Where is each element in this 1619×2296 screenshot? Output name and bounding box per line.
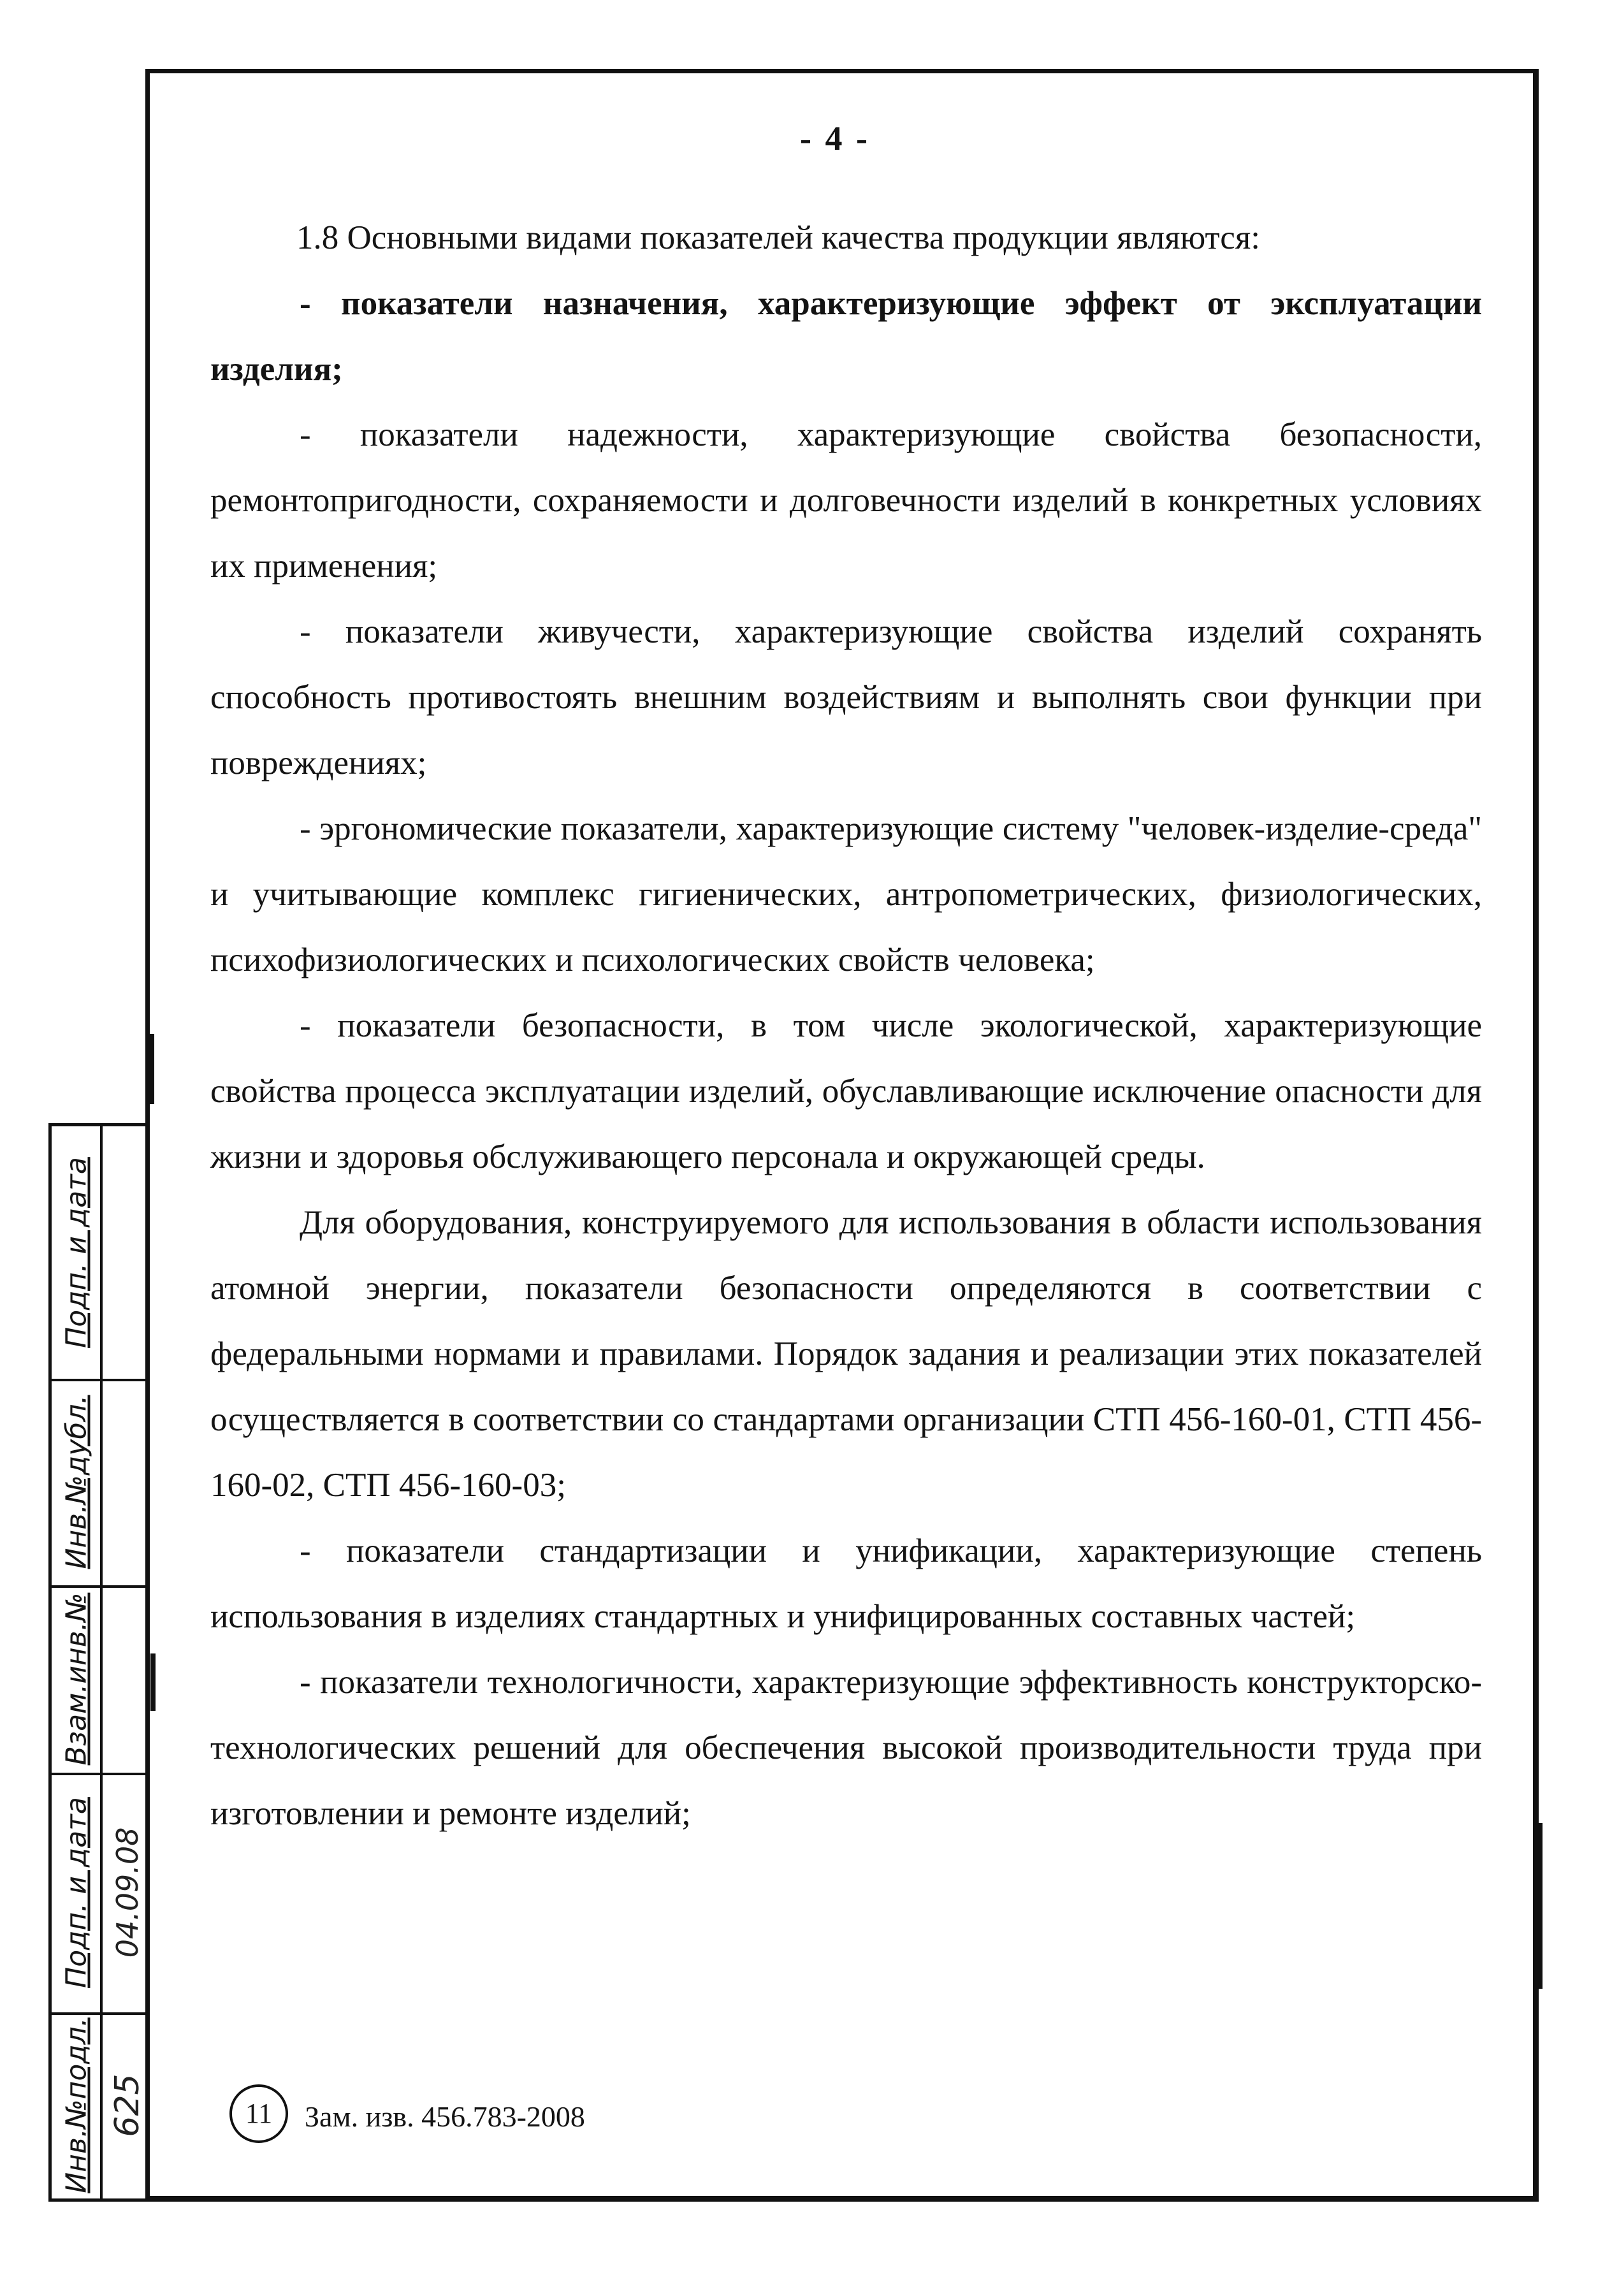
scan-edge-mark <box>148 1034 154 1104</box>
page-number: - 4 - <box>800 119 870 157</box>
paragraph-3: - показатели надежности, характеризующие свойства безопасности, ремонтопригодности, сохраняемости и долговечности изделий в конкретных условиях их применения; <box>210 416 1482 585</box>
stamp-label-inv-podl: Инв.№подл. <box>60 2017 93 2193</box>
stamp-label-vzam-inv: Взам.инв.№ <box>60 1592 93 1766</box>
stamp-cell-inv-dubl <box>52 1379 101 1585</box>
stamp-label-podp-data-bottom: Подп. и дата <box>60 1797 93 1988</box>
change-number-circle: 11 <box>229 2084 288 2143</box>
title-block-stamp <box>48 1123 149 2202</box>
stamp-label-inv-dubl: Инв.№дубл. <box>60 1395 93 1569</box>
scan-edge-mark <box>1537 1823 1543 1989</box>
stamp-cell-inv-value <box>103 2012 152 2198</box>
stamp-cell-vzam-inv <box>52 1585 101 1773</box>
document-body <box>210 205 1482 1847</box>
stamp-cell-inv-podl <box>52 2012 101 2198</box>
paragraph-5: - эргономические показатели, характеризующие систему "человек-изделие-среда" и учитывающие комплекс гигиенических, антропометрических, физиологических, психофизиологических и психологических свойств человека; <box>210 810 1482 978</box>
change-notice-text: Зам. изв. 456.783-2008 <box>305 2100 585 2133</box>
paragraph-7: Для оборудования, конструируемого для использования в области использования атомной энергии, показатели безопасности определяются в соответствии с федеральными нормами и правилами. Порядок задания и реализации этих показателей осуществляется в соответствии со стандартами организации СТП 456-160-01, СТП 456-160-02, СТП 456-160-03; <box>210 1204 1482 1504</box>
handwritten-date: 04.09.08 <box>110 1827 145 1958</box>
paragraph-6: - показатели безопасности, в том числе экологической, характеризующие свойства процесса эксплуатации изделий, обуславливающие исключение опасности для жизни и здоровья обслуживающего персонала и окружающей среды. <box>210 1007 1482 1175</box>
scan-edge-mark <box>150 1653 156 1711</box>
paragraph-8: - показатели стандартизации и унификации, характеризующие степень использования в изделиях стандартных и унифицированных составных частей; <box>210 1532 1482 1635</box>
paragraph-9: - показатели технологичности, характеризующие эффективность конструкторско-технологических решений для обеспечения высокой производительности труда при изготовлении и ремонте изделий; <box>210 1664 1482 1832</box>
stamp-label-podp-data-top: Подп. и дата <box>60 1157 93 1348</box>
stamp-cell-podp-data-top <box>52 1126 101 1379</box>
paragraph-2: - показатели назначения, характеризующие эффект от эксплуатации изделия; <box>210 285 1482 388</box>
stamp-cell-podp-data-bottom <box>52 1773 101 2012</box>
paragraph-1: 1.8 Основными видами показателей качества продукции являются: <box>296 219 1260 256</box>
paragraph-4: - показатели живучести, характеризующие свойства изделий сохранять способность противостоять внешним воздействиям и выполнять свои функции при повреждениях; <box>210 613 1482 781</box>
stamp-cell-date-value <box>103 1773 152 2012</box>
handwritten-inventory-number: 625 <box>108 2074 147 2137</box>
